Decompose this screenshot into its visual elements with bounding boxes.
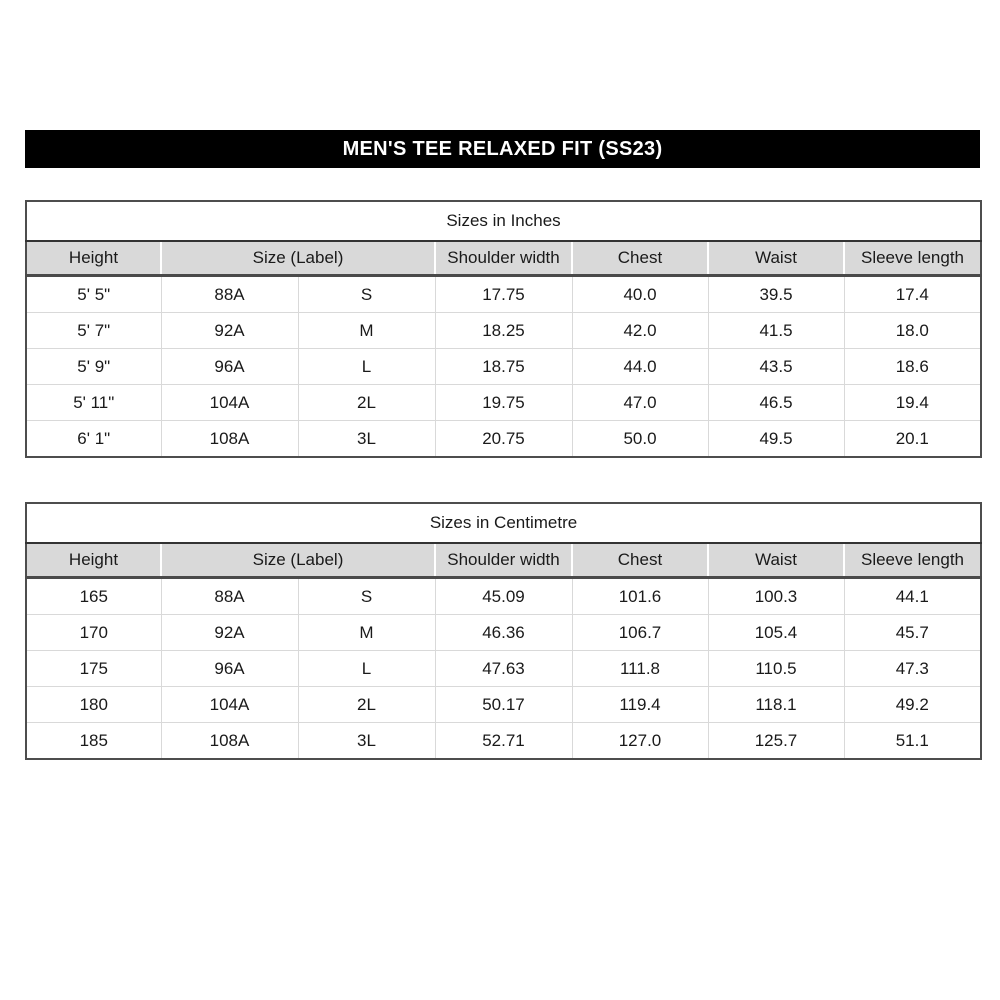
column-header-chest: Chest [572,543,708,578]
cell-size-label: 2L [298,385,435,421]
table-title: Sizes in Centimetre [26,503,981,543]
column-header-sleeve-length: Sleeve length [844,241,981,276]
table-row [26,385,981,421]
cell-chest: 44.0 [572,349,708,385]
cell-chest: 101.6 [572,578,708,615]
cell-waist: 46.5 [708,385,844,421]
cell-waist: 118.1 [708,687,844,723]
cell-size-code: 108A [161,723,298,760]
product-title-bar [25,130,980,168]
cell-sleeve-length: 47.3 [844,651,981,687]
cell-size-label: M [298,313,435,349]
cell-height: 5' 5" [26,276,161,313]
table-row [26,615,981,651]
cell-sleeve-length: 51.1 [844,723,981,760]
size-table-centimetre [25,502,982,760]
cell-waist: 41.5 [708,313,844,349]
size-table-inches [25,200,982,458]
table-title-row [26,503,981,543]
cell-chest: 42.0 [572,313,708,349]
cell-height: 5' 9" [26,349,161,385]
cell-sleeve-length: 17.4 [844,276,981,313]
cell-size-label: L [298,651,435,687]
column-header-sleeve-length: Sleeve length [844,543,981,578]
cell-chest: 127.0 [572,723,708,760]
column-header-size-label: Size (Label) [161,543,435,578]
cell-shoulder-width: 47.63 [435,651,572,687]
product-title: MEN'S TEE RELAXED FIT (SS23) [342,137,663,160]
cell-chest: 111.8 [572,651,708,687]
table-row [26,578,981,615]
cell-height: 185 [26,723,161,760]
cell-size-code: 104A [161,385,298,421]
table-header-row [26,543,981,578]
cell-chest: 106.7 [572,615,708,651]
cell-height: 180 [26,687,161,723]
cell-shoulder-width: 50.17 [435,687,572,723]
table-row [26,687,981,723]
cell-sleeve-length: 44.1 [844,578,981,615]
cell-waist: 39.5 [708,276,844,313]
table-row [26,276,981,313]
cell-shoulder-width: 19.75 [435,385,572,421]
cell-size-code: 92A [161,313,298,349]
cell-waist: 125.7 [708,723,844,760]
cell-size-code: 88A [161,276,298,313]
cell-height: 175 [26,651,161,687]
cell-size-label: M [298,615,435,651]
table-row [26,651,981,687]
cell-sleeve-length: 18.0 [844,313,981,349]
cell-height: 170 [26,615,161,651]
table-row [26,421,981,458]
cell-sleeve-length: 18.6 [844,349,981,385]
cell-waist: 100.3 [708,578,844,615]
cell-sleeve-length: 20.1 [844,421,981,458]
column-header-shoulder-width: Shoulder width [435,241,572,276]
cell-waist: 110.5 [708,651,844,687]
cell-chest: 40.0 [572,276,708,313]
table-title: Sizes in Inches [26,201,981,241]
cell-height: 5' 11" [26,385,161,421]
cell-height: 5' 7" [26,313,161,349]
cell-sleeve-length: 19.4 [844,385,981,421]
cell-size-code: 88A [161,578,298,615]
column-header-shoulder-width: Shoulder width [435,543,572,578]
cell-size-label: 3L [298,421,435,458]
cell-shoulder-width: 17.75 [435,276,572,313]
cell-shoulder-width: 18.75 [435,349,572,385]
cell-size-label: 2L [298,687,435,723]
cell-size-code: 108A [161,421,298,458]
column-header-chest: Chest [572,241,708,276]
cell-height: 165 [26,578,161,615]
table-row [26,723,981,760]
cell-size-label: L [298,349,435,385]
cell-shoulder-width: 20.75 [435,421,572,458]
cell-chest: 47.0 [572,385,708,421]
cell-size-code: 104A [161,687,298,723]
cell-chest: 119.4 [572,687,708,723]
cell-sleeve-length: 49.2 [844,687,981,723]
cell-shoulder-width: 18.25 [435,313,572,349]
cell-shoulder-width: 52.71 [435,723,572,760]
column-header-waist: Waist [708,543,844,578]
table-row [26,349,981,385]
cell-size-label: S [298,276,435,313]
column-header-height: Height [26,543,161,578]
column-header-waist: Waist [708,241,844,276]
cell-waist: 105.4 [708,615,844,651]
cell-height: 6' 1" [26,421,161,458]
cell-waist: 43.5 [708,349,844,385]
table-title-row [26,201,981,241]
cell-chest: 50.0 [572,421,708,458]
cell-size-code: 96A [161,349,298,385]
cell-size-code: 92A [161,615,298,651]
cell-shoulder-width: 46.36 [435,615,572,651]
column-header-size-label: Size (Label) [161,241,435,276]
cell-size-label: S [298,578,435,615]
table-header-row [26,241,981,276]
cell-waist: 49.5 [708,421,844,458]
cell-size-code: 96A [161,651,298,687]
cell-shoulder-width: 45.09 [435,578,572,615]
column-header-height: Height [26,241,161,276]
table-row [26,313,981,349]
cell-size-label: 3L [298,723,435,760]
cell-sleeve-length: 45.7 [844,615,981,651]
